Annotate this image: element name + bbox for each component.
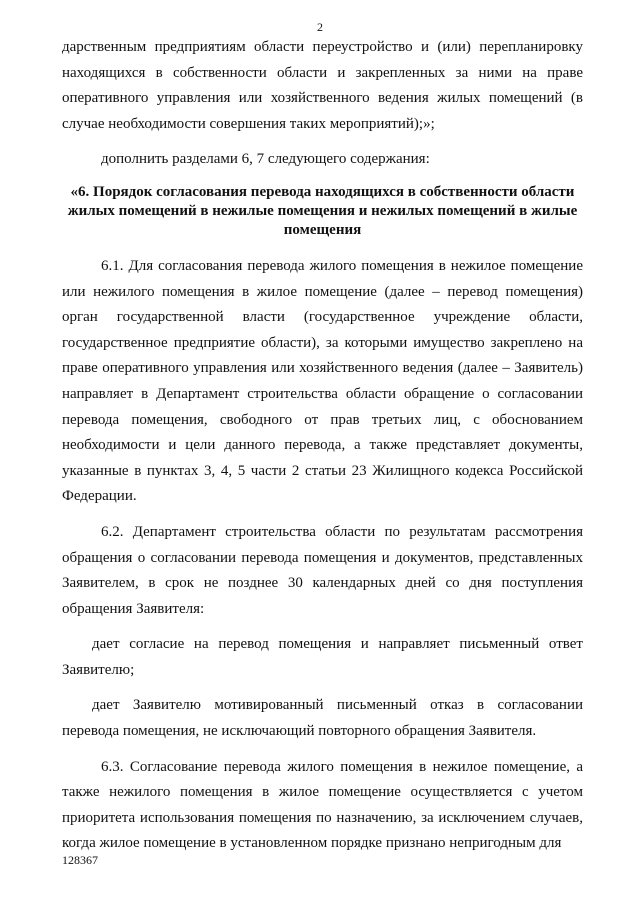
paragraph-6-2: 6.2. Департамент строительства области по результатам рассмотрения обращения о согласовании перевода помещения и документов, представленных Заявителем, в срок не позднее 30 календарных дней со дня поступления обращения Заявителя: <box>62 523 583 617</box>
paragraph-6-1: 6.1. Для согласования перевода жилого помещения в нежилое помещение или нежилого помещения в жилое помещение (далее – перевод помещения) орган государственной власти (государственное учреждение области, государственное предприятие области), за которыми имущество закреплено на праве оперативного управления или хозяйственного ведения (далее – Заявитель) направляет в Департамент строительства области обращение о согласовании перевода помещения, свободного от прав третьих лиц, с обоснованием необходимости и цели данного перевода, а также представляет документы, указанные в пунктах 3, 4, 5 части 2 статьи 23 Жилищного кодекса Российской Федерации. <box>62 257 583 505</box>
paragraph-continuation: дарственным предприятиям области переустройство и (или) перепланировку находящихся в собственности области и закрепленных за ними на праве оперативного управления или хозяйственного ведения жилых помещений (в случае необходимости совершения таких мероприятий);»; <box>62 39 583 132</box>
document-body <box>62 35 583 857</box>
paragraph-6-2-item-refusal: дает Заявителю мотивированный письменный отказ в согласовании перевода помещения, не исключающий повторного обращения Заявителя. <box>62 697 583 740</box>
page-number: 2 <box>317 20 323 34</box>
paragraph-6-2-item-consent: дает согласие на перевод помещения и направляет письменный ответ Заявителю; <box>62 636 583 678</box>
section-heading: «6. Порядок согласования перевода находящихся в собственности области жилых помещений в нежилые помещения и нежилых помещений в жилые помещения <box>67 183 578 238</box>
paragraph-amendment-intro: дополнить разделами 6, 7 следующего содержания: <box>101 151 430 168</box>
paragraph-6-3: 6.3. Согласование перевода жилого помещения в нежилое помещение, а также нежилого помещения в жилое помещение осуществляется с учетом приоритета использования помещения по назначению, за исключением случаев, когда жилое помещение в установленном порядке признано непригодным для <box>62 758 583 852</box>
document-code: 128367 <box>62 853 98 867</box>
